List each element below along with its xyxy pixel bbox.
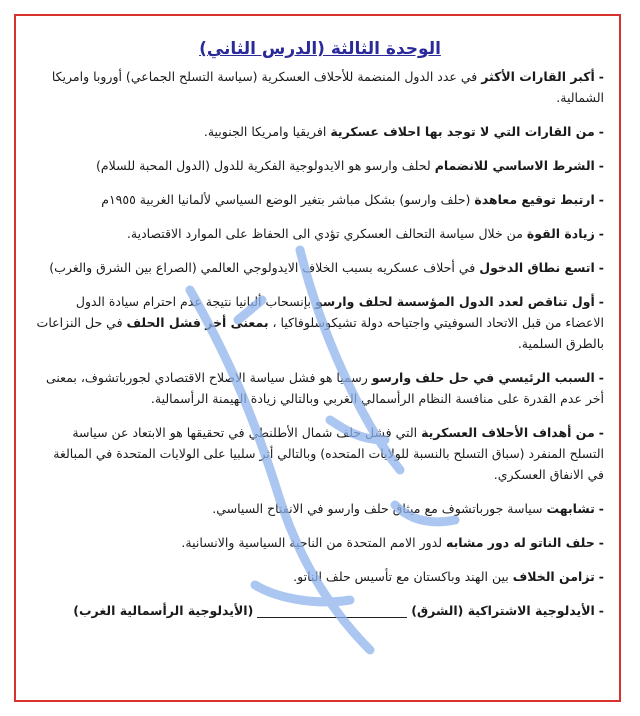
bullet-dash: - [598,535,604,550]
item-keyword: من أهداف الأحلاف العسكرية [421,425,595,440]
item-keyword: أكبر القارات الأكثر [481,69,595,84]
item-text: افريقيا وامريكا الجنوبية. [203,124,331,139]
item-text: لحلف وارسو هو الايدولوجية الفكرية للدول (الدول المحبة للسلام) [96,158,435,173]
bullet-dash: - [598,69,604,84]
last-item [36,600,604,621]
list-item [36,498,604,519]
item-keyword: تشابهت [546,501,595,516]
answer-blank [257,605,407,618]
bullet-dash: - [598,603,604,618]
list-item [36,291,604,354]
item-keyword: الشرط الاساسي للانضمام [434,158,595,173]
item-list [36,66,604,587]
item-keyword: حلف الناتو له دور مشابه [446,535,595,550]
bullet-dash: - [598,501,604,516]
item-keyword: تزامن الخلاف [512,569,595,584]
last-item-right: (الأيدلوجية الرأسمالية الغرب) [73,603,254,618]
list-item [36,66,604,108]
list-item [36,257,604,278]
list-item [36,532,604,553]
page-title: الوحدة الثالثة (الدرس الثاني) [199,39,441,59]
item-keyword: زيادة القوة [526,226,595,241]
item-text: (حلف وارسو) بشكل مباشر بتغير الوضع السياسي لألمانيا الغربية ١٩٥٥م [101,192,475,207]
item-keyword: السبب الرئيسي في حل حلف وارسو [371,370,595,385]
item-text: من خلال سياسة التحالف العسكري تؤدي الى الحفاظ على الموارد الاقتصادية. [126,226,527,241]
bullet-dash: - [598,425,604,440]
list-item [36,121,604,142]
list-item [36,189,604,210]
list-item [36,422,604,485]
item-keyword: من القارات التي لا توجد بها احلاف عسكرية [330,124,595,139]
item-text: بإنسحاب ألبانيا نتيجة عدم احترام سيادة الدول الاعضاء من قبل الاتحاد السوفيتي واجتياحه دولة تشيكوسلوفاكيا ، [75,294,604,330]
item-text: في حل النزاعات بالطرق السلمية. [36,315,604,351]
bullet-dash: - [598,158,604,173]
bullet-dash: - [598,294,604,309]
item-text: بين الهند وباكستان مع تأسيس حلف الناتو. [293,569,513,584]
content [36,36,604,634]
bullet-dash: - [598,370,604,385]
bullet-dash: - [598,226,604,241]
item-keyword: أول تناقص لعدد الدول المؤسسة لحلف وارسو [314,294,595,309]
item-keyword: ارتبط توقيع معاهدة [474,192,595,207]
bullet-dash: - [598,192,604,207]
item-text: سياسة جورباتشوف مع ميثاق حلف وارسو في الانفتاح السياسي. [212,501,547,516]
item-keyword: اتسع نطاق الدخول [479,260,595,275]
list-item [36,155,604,176]
list-item [36,223,604,244]
item-text: في عدد الدول المنضمة للأحلاف العسكرية (سياسة التسلح الجماعي) أوروبا وامريكا الشمالية. [51,69,604,105]
bullet-dash: - [598,260,604,275]
item-text: في أحلاف عسكريه بسبب الخلاف الايدولوجي العالمي (الصراع بين الشرق والغرب) [49,260,480,275]
bullet-dash: - [598,569,604,584]
item-text: رسميا هو فشل سياسة الاصلاح الاقتصادي لجورباتشوف، بمعنى أخر عدم القدرة على منافسة النظام الرأسمالي الغربي وبالتالي زيادة الهيمنة الرأسمالية. [45,370,604,406]
list-item [36,367,604,409]
bullet-dash: - [598,124,604,139]
list-item [36,566,604,587]
last-item-left: الأيدلوجية الاشتراكية (الشرق) [411,603,595,618]
item-text: التي فشل حلف شمال الأطلنطي في تحقيقها هو الابتعاد عن سياسة التسلح المنفرد (سباق التسلح بالنسبة للولايات المتحده) وبالتالي أثر سلبيا على الولايات المتحدة في المبالغة في الانفاق العسكري. [53,425,604,482]
item-text: لدور الامم المتحدة من الناحية السياسية والانسانية. [181,535,446,550]
item-keyword: بمعنى أخر فشل الحلف [126,315,269,330]
